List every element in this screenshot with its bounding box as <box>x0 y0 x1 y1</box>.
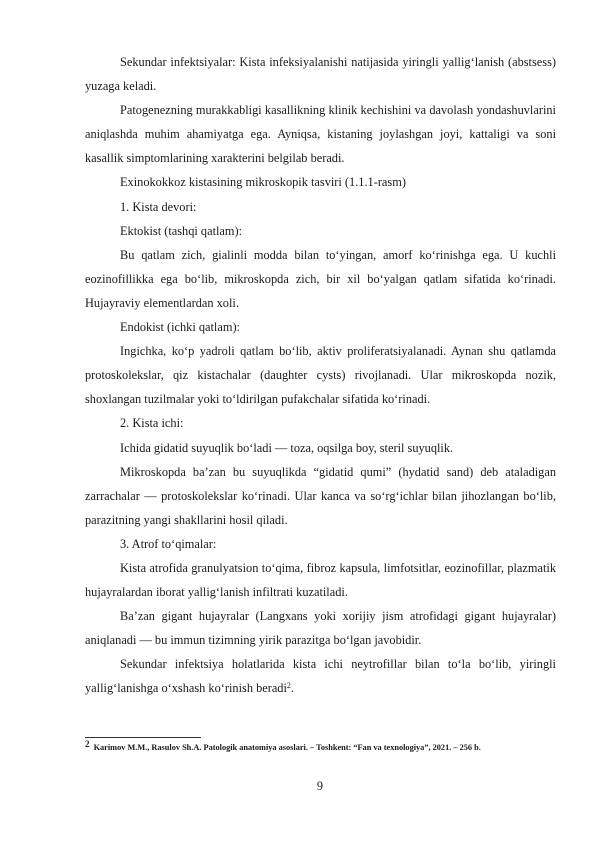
paragraph-granulation-tissue: Kista atrofida granulyatsion to‘qima, fibroz kapsula, limfotsitlar, eozinofillar, plazmatik hujayralardan iborat yallig‘lanish infiltrati kuzatiladi. <box>85 560 556 600</box>
paragraph-ectocyst: Bu qatlam zich, gialinli modda bilan to‘yingan, amorf ko‘rinishga ega. U kuchli eozinofillikka ega bo‘lib, mikroskopda zich, bir xil bo‘yalgan qatlam sifatida ko‘rinadi. Hujayraviy elementlardan xoli. <box>85 247 556 310</box>
paragraph-last-text: Sekundar infektsiya holatlarida kista ichi neytrofillar bilan to‘la bo‘lib, yiringli yallig‘lanishga o‘xshash ko‘rinish beradi <box>85 657 556 696</box>
paragraph-hydatid-fluid: Ichida gidatid suyuqlik bo‘ladi — toza, oqsilga boy, steril suyuqlik. <box>120 440 454 455</box>
paragraph-figure-reference: Exinokokkoz kistasining mikroskopik tasviri (1.1.1-rasm) <box>120 175 406 190</box>
heading-cyst-interior: 2. Kista ichi: <box>120 416 184 431</box>
heading-ectocyst: Ektokist (tashqi qatlam): <box>120 223 243 238</box>
paragraph-endocyst: Ingichka, ko‘p yadroli qatlam bo‘lib, aktiv proliferatsiyalanadi. Aynan shu qatlamda protoskolekslar, qiz kistachalar (daughter cysts) rivojlanadi. Ular mikroskopda nozik, shoxlangan tuzilmalar yoki to‘ldirilgan pufakchalar sifatida ko‘rinadi. <box>85 344 556 407</box>
paragraph-giant-cells: Ba’zan gigant hujayralar (Langxans yoki xorijiy jism atrofidagi gigant hujayralar) aniqlanadi — bu immun tizimning yirik parazitga bo‘lgan javobidir. <box>85 609 556 648</box>
footnote-text: Karimov M.M., Rasulov Sh.A. Patologik anatomiya asoslari. – Toshkent: “Fan va texnologiya”, 2021. – 256 b. <box>93 743 481 752</box>
heading-cyst-wall: 1. Kista devori: <box>120 199 197 214</box>
paragraph-secondary-infection-neutrophils: Sekundar infektsiya holatlarida kista ichi neytrofillar bilan to‘la bo‘lib, yiringli yallig‘lanishga o‘xshash ko‘rinish beradi$^2$. <box>85 657 556 696</box>
footnote <box>85 741 556 754</box>
heading-endocyst: Endokist (ichki qatlam): <box>120 320 240 335</box>
footnote-mark: 2 <box>85 739 90 749</box>
footnote-divider <box>85 737 201 738</box>
page-number: 9 <box>316 779 324 793</box>
footnote-reference[interactable]: 2 <box>286 681 291 691</box>
paragraph-pathogenesis: Patogenezning murakkabligi kasallikning klinik kechishini va davolash yondashuvlarini aniqlashda muhim ahamiyatga ega. Ayniqsa, kistaning joylashgan joyi, kattaligi va soni kasallik simptomlarining xarakterini belgilab beradi. <box>85 103 556 166</box>
paragraph-hydatid-sand: Mikroskopda ba’zan bu suyuqlikda “gidatid qumi” (hydatid sand) deb ataladigan zarrachalar — protoskolekslar ko‘rinadi. Ular kanca va so‘rg‘ichlar bilan jihozlangan bo‘lib, parazitning yangi shakllarini hosil qiladi. <box>85 464 556 527</box>
heading-surrounding-tissue: 3. Atrof to‘qimalar: <box>120 536 217 551</box>
paragraph-secondary-infections: Sekundar infektsiyalar: Kista infeksiyalanishi natijasida yiringli yallig‘lanish (abstsess) yuzaga keladi. <box>85 55 556 94</box>
body-text <box>85 50 556 701</box>
